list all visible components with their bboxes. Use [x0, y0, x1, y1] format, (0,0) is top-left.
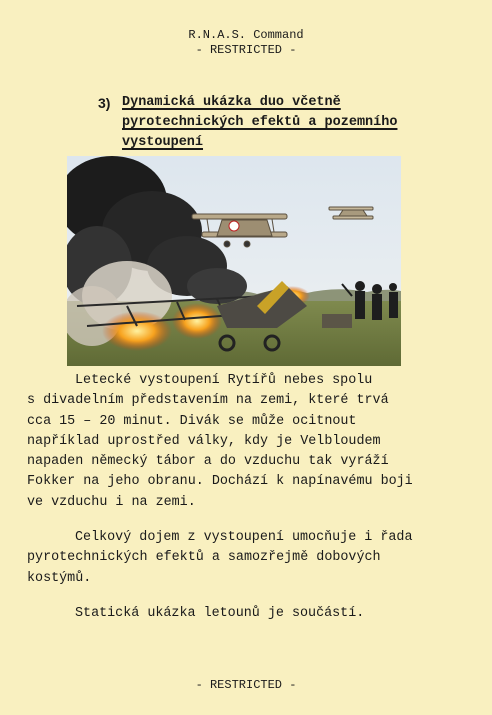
document-header — [0, 28, 492, 58]
document-footer — [0, 678, 492, 693]
paragraph-3: Statická ukázka letounů je součástí. — [75, 605, 365, 621]
restricted-label-top: - RESTRICTED - — [195, 43, 297, 57]
command-title: R.N.A.S. Command — [188, 28, 304, 42]
section-number: 3) — [98, 95, 111, 111]
paragraph-2: Celkový dojem z vystoupení umocňuje i řada pyrotechnických efektů a samozřejmě dobových kostýmů. — [27, 530, 413, 586]
paragraph-1: Letecké vystoupení Rytířů nebes spolu s divadelním představením na zemi, které trvá cca 15 – 20 minut. Divák se může ocitnout například uprostřed války, kdy je Velbloudem napaden německý tábor a do vzduchu tak vyráží Fokker na jeho obranu. Dochází k napínavému boji ve vzduchu i na zemi. — [27, 373, 413, 510]
body-text — [27, 371, 477, 639]
restricted-label-bottom: - RESTRICTED - — [195, 678, 297, 692]
ww1-airshow-photo-icon — [67, 156, 401, 366]
section-title: Dynamická ukázka duo včetně pyrotechnických efektů a pozemního vystoupení — [122, 95, 398, 150]
airshow-photo — [67, 156, 401, 366]
